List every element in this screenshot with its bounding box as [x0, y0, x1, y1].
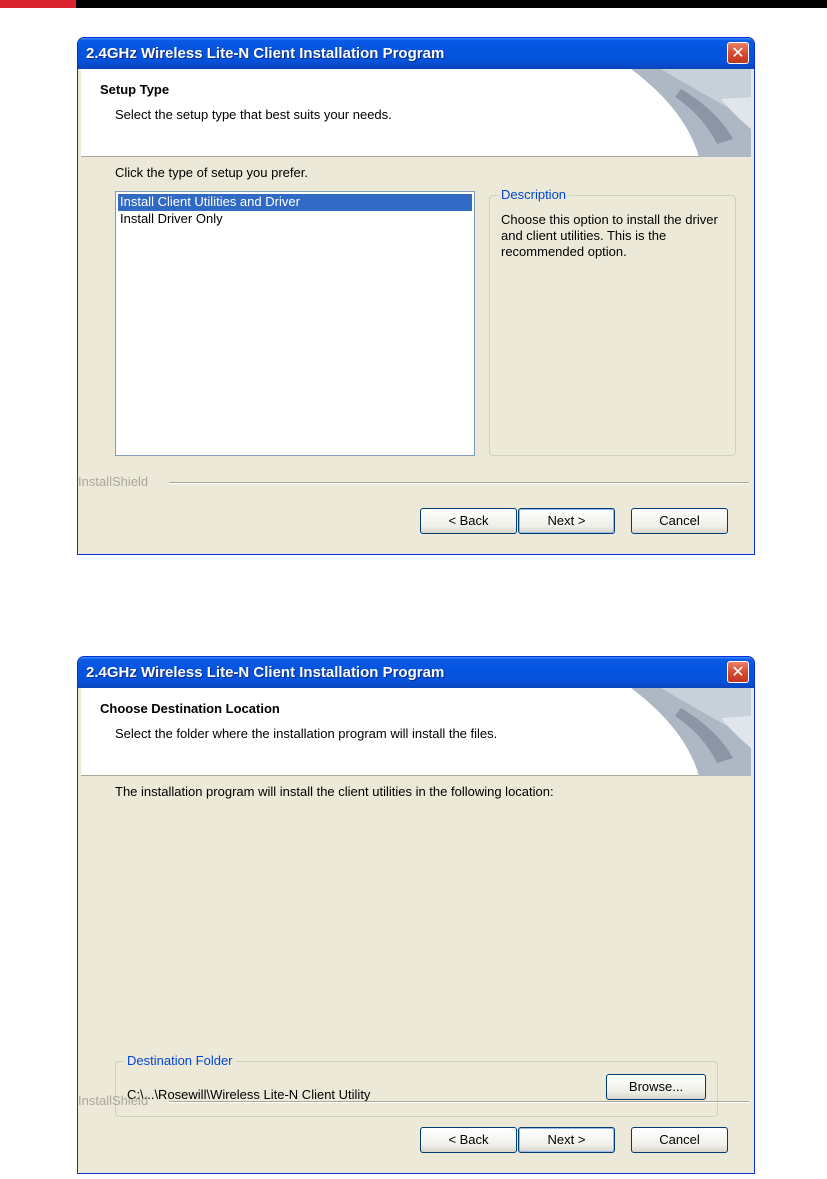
wizard-header: [81, 69, 751, 157]
setup-type-dialog: [77, 37, 755, 555]
header-title: Setup Type: [100, 82, 170, 97]
back-button[interactable]: < Back: [420, 1127, 517, 1153]
destination-location-dialog: [77, 656, 755, 1174]
cancel-button[interactable]: Cancel: [631, 1127, 728, 1153]
header-title: Choose Destination Location: [100, 701, 280, 716]
cancel-button[interactable]: Cancel: [631, 508, 728, 534]
browse-button[interactable]: Browse...: [606, 1074, 706, 1100]
destination-path: C:\...\Rosewill\Wireless Lite-N Client Utility: [127, 1087, 371, 1102]
next-button[interactable]: Next >: [518, 508, 615, 534]
window-title: 2.4GHz Wireless Lite-N Client Installation Program: [86, 45, 445, 62]
close-button[interactable]: ✕: [727, 42, 749, 64]
description-text: Choose this option to install the driver and client utilities. This is the recommended option.: [501, 212, 718, 259]
installshield-brand: InstallShield: [78, 1093, 149, 1108]
installshield-graphic-icon: [621, 688, 751, 776]
wizard-header: [81, 688, 751, 776]
page-header-bar: [0, 0, 827, 8]
installshield-graphic-icon: [621, 69, 751, 157]
destination-prompt: The installation program will install the client utilities in the following location:: [115, 784, 554, 799]
list-item-driver-only[interactable]: Install Driver Only: [120, 211, 223, 226]
next-button[interactable]: Next >: [518, 1127, 615, 1153]
window-title: 2.4GHz Wireless Lite-N Client Installation Program: [86, 664, 445, 681]
footer-separator: [169, 482, 749, 484]
setup-prompt: Click the type of setup you prefer.: [115, 165, 308, 180]
back-button[interactable]: < Back: [420, 508, 517, 534]
close-button[interactable]: ✕: [727, 661, 749, 683]
header-subtitle: Select the setup type that best suits your needs.: [115, 107, 392, 122]
header-subtitle: Select the folder where the installation program will install the files.: [115, 726, 498, 741]
description-groupbox: [489, 187, 736, 456]
destination-folder-legend: Destination Folder: [124, 1053, 236, 1068]
title-bar[interactable]: [78, 38, 754, 69]
description-legend: Description: [498, 187, 569, 202]
page-header-accent: [0, 0, 76, 8]
list-item-client-utilities-driver[interactable]: Install Client Utilities and Driver: [118, 194, 472, 211]
destination-folder-groupbox: [115, 1053, 718, 1117]
title-bar[interactable]: [78, 657, 754, 688]
installshield-brand: InstallShield: [78, 474, 149, 489]
setup-type-listbox[interactable]: [115, 191, 475, 456]
footer-separator: [169, 1101, 749, 1103]
